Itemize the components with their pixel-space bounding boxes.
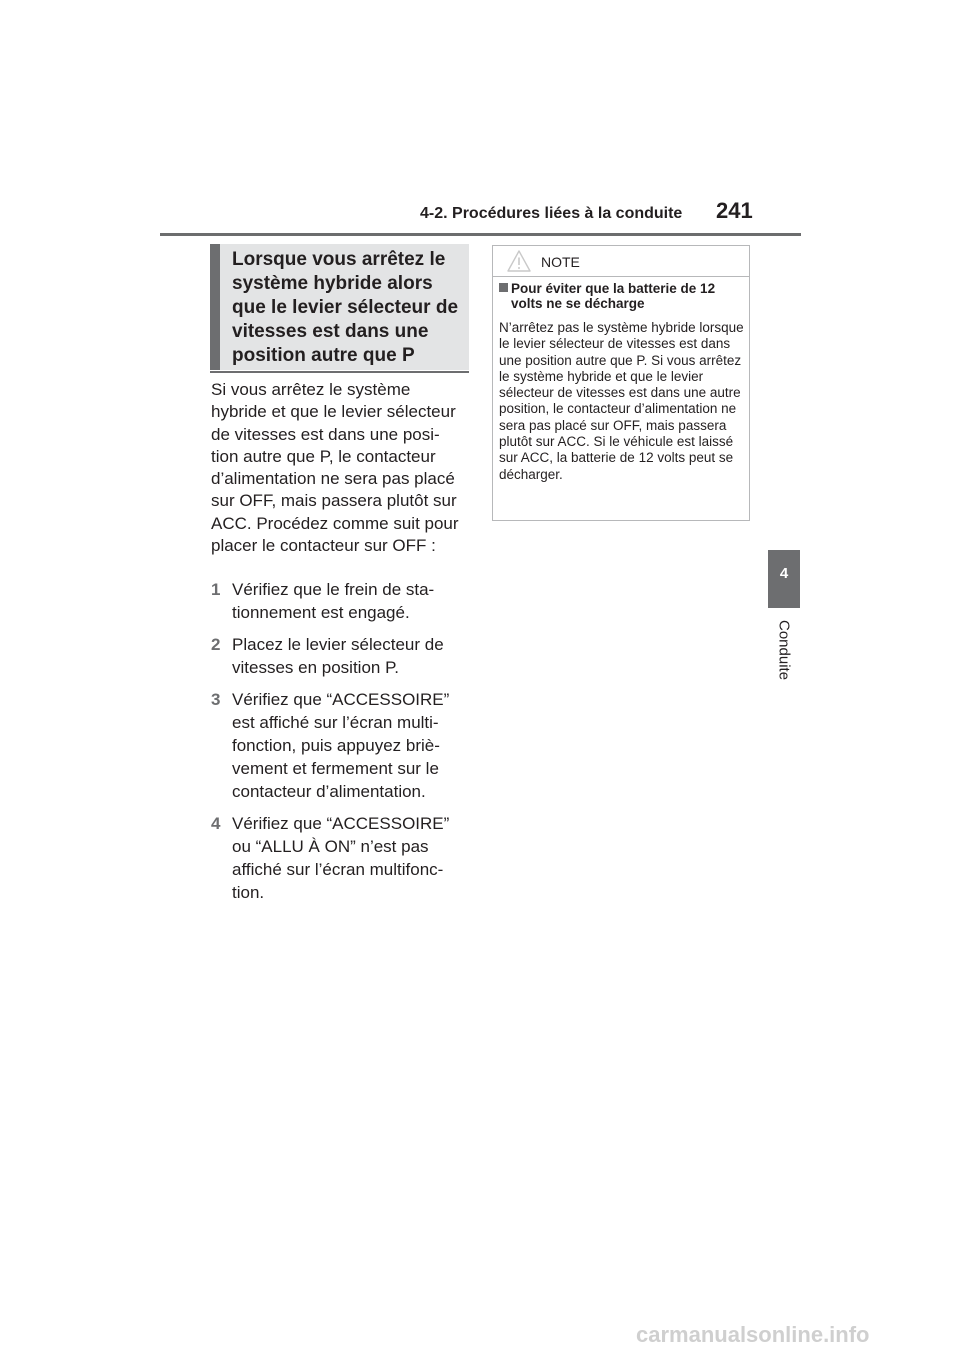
procedure-step [211,688,469,803]
note-subheading [499,281,745,311]
step-text: Placez le levier sélecteur de vitesses en position P. [232,635,444,677]
note-box [492,245,750,521]
note-body: N’arrêtez pas le système hybride lorsque le levier sélecteur de vitesses est dans une position autre que P. Si vous arrêtez le système hybride et que le levier sélecteur de vitesses est dans une autre position, le contacteur d’alimentation ne sera pas placé sur OFF, mais passera plutôt sur ACC. Si le véhicule est laissé sur ACC, la batterie de 12 volts peut se décharger. [499,320,744,482]
running-header-section: 4-2. Procédures liées à la conduite [420,205,683,222]
procedure-steps [211,578,469,913]
watermark: carmanualsonline.info [636,1322,870,1347]
step-text: Vérifiez que le frein de sta-tionnement est engagé. [232,580,435,622]
section-title: Lorsque vous arrêtez le système hybride alors que le levier sélecteur de vitesses est dans une position autre que P [232,249,459,366]
procedure-step [211,578,469,624]
section-title-underline [210,371,469,373]
page-number: 241 [716,198,753,223]
procedure-step [211,633,469,679]
intro-paragraph: Si vous arrêtez le système hybride et que le levier sélecteur de vitesses est dans une posi-tion autre que P, le contacteur d’alimentation ne sera pas placé sur OFF, mais passera plutôt sur ACC. Procédez comme suit pour placer le contacteur sur OFF : [211,380,459,556]
header-divider [160,233,801,236]
step-text: Vérifiez que “ACCESSOIRE” est affiché sur l’écran multi-fonction, puis appuyez briè-vement et fermement sur le contacteur d’alimentation. [232,690,450,801]
square-bullet-icon [499,283,508,292]
note-label: NOTE [541,254,580,270]
step-number: 1 [211,580,221,599]
note-subheading-text: Pour éviter que la batterie de 12 volts ne se décharge [511,281,716,311]
chapter-tab [768,550,800,608]
step-number: 3 [211,690,221,709]
step-number: 2 [211,635,221,654]
chapter-tab-number: 4 [779,565,789,582]
step-number: 4 [211,814,221,833]
warning-triangle-icon [507,250,531,277]
chapter-tab-label: Conduite [775,620,793,681]
procedure-step [211,812,469,904]
step-text: Vérifiez que “ACCESSOIRE” ou “ALLU À ON” n’est pas affiché sur l’écran multifonc-tion. [232,814,450,902]
note-header [493,246,749,277]
section-title-box [210,244,469,370]
section-title-accent-bar [210,244,220,370]
